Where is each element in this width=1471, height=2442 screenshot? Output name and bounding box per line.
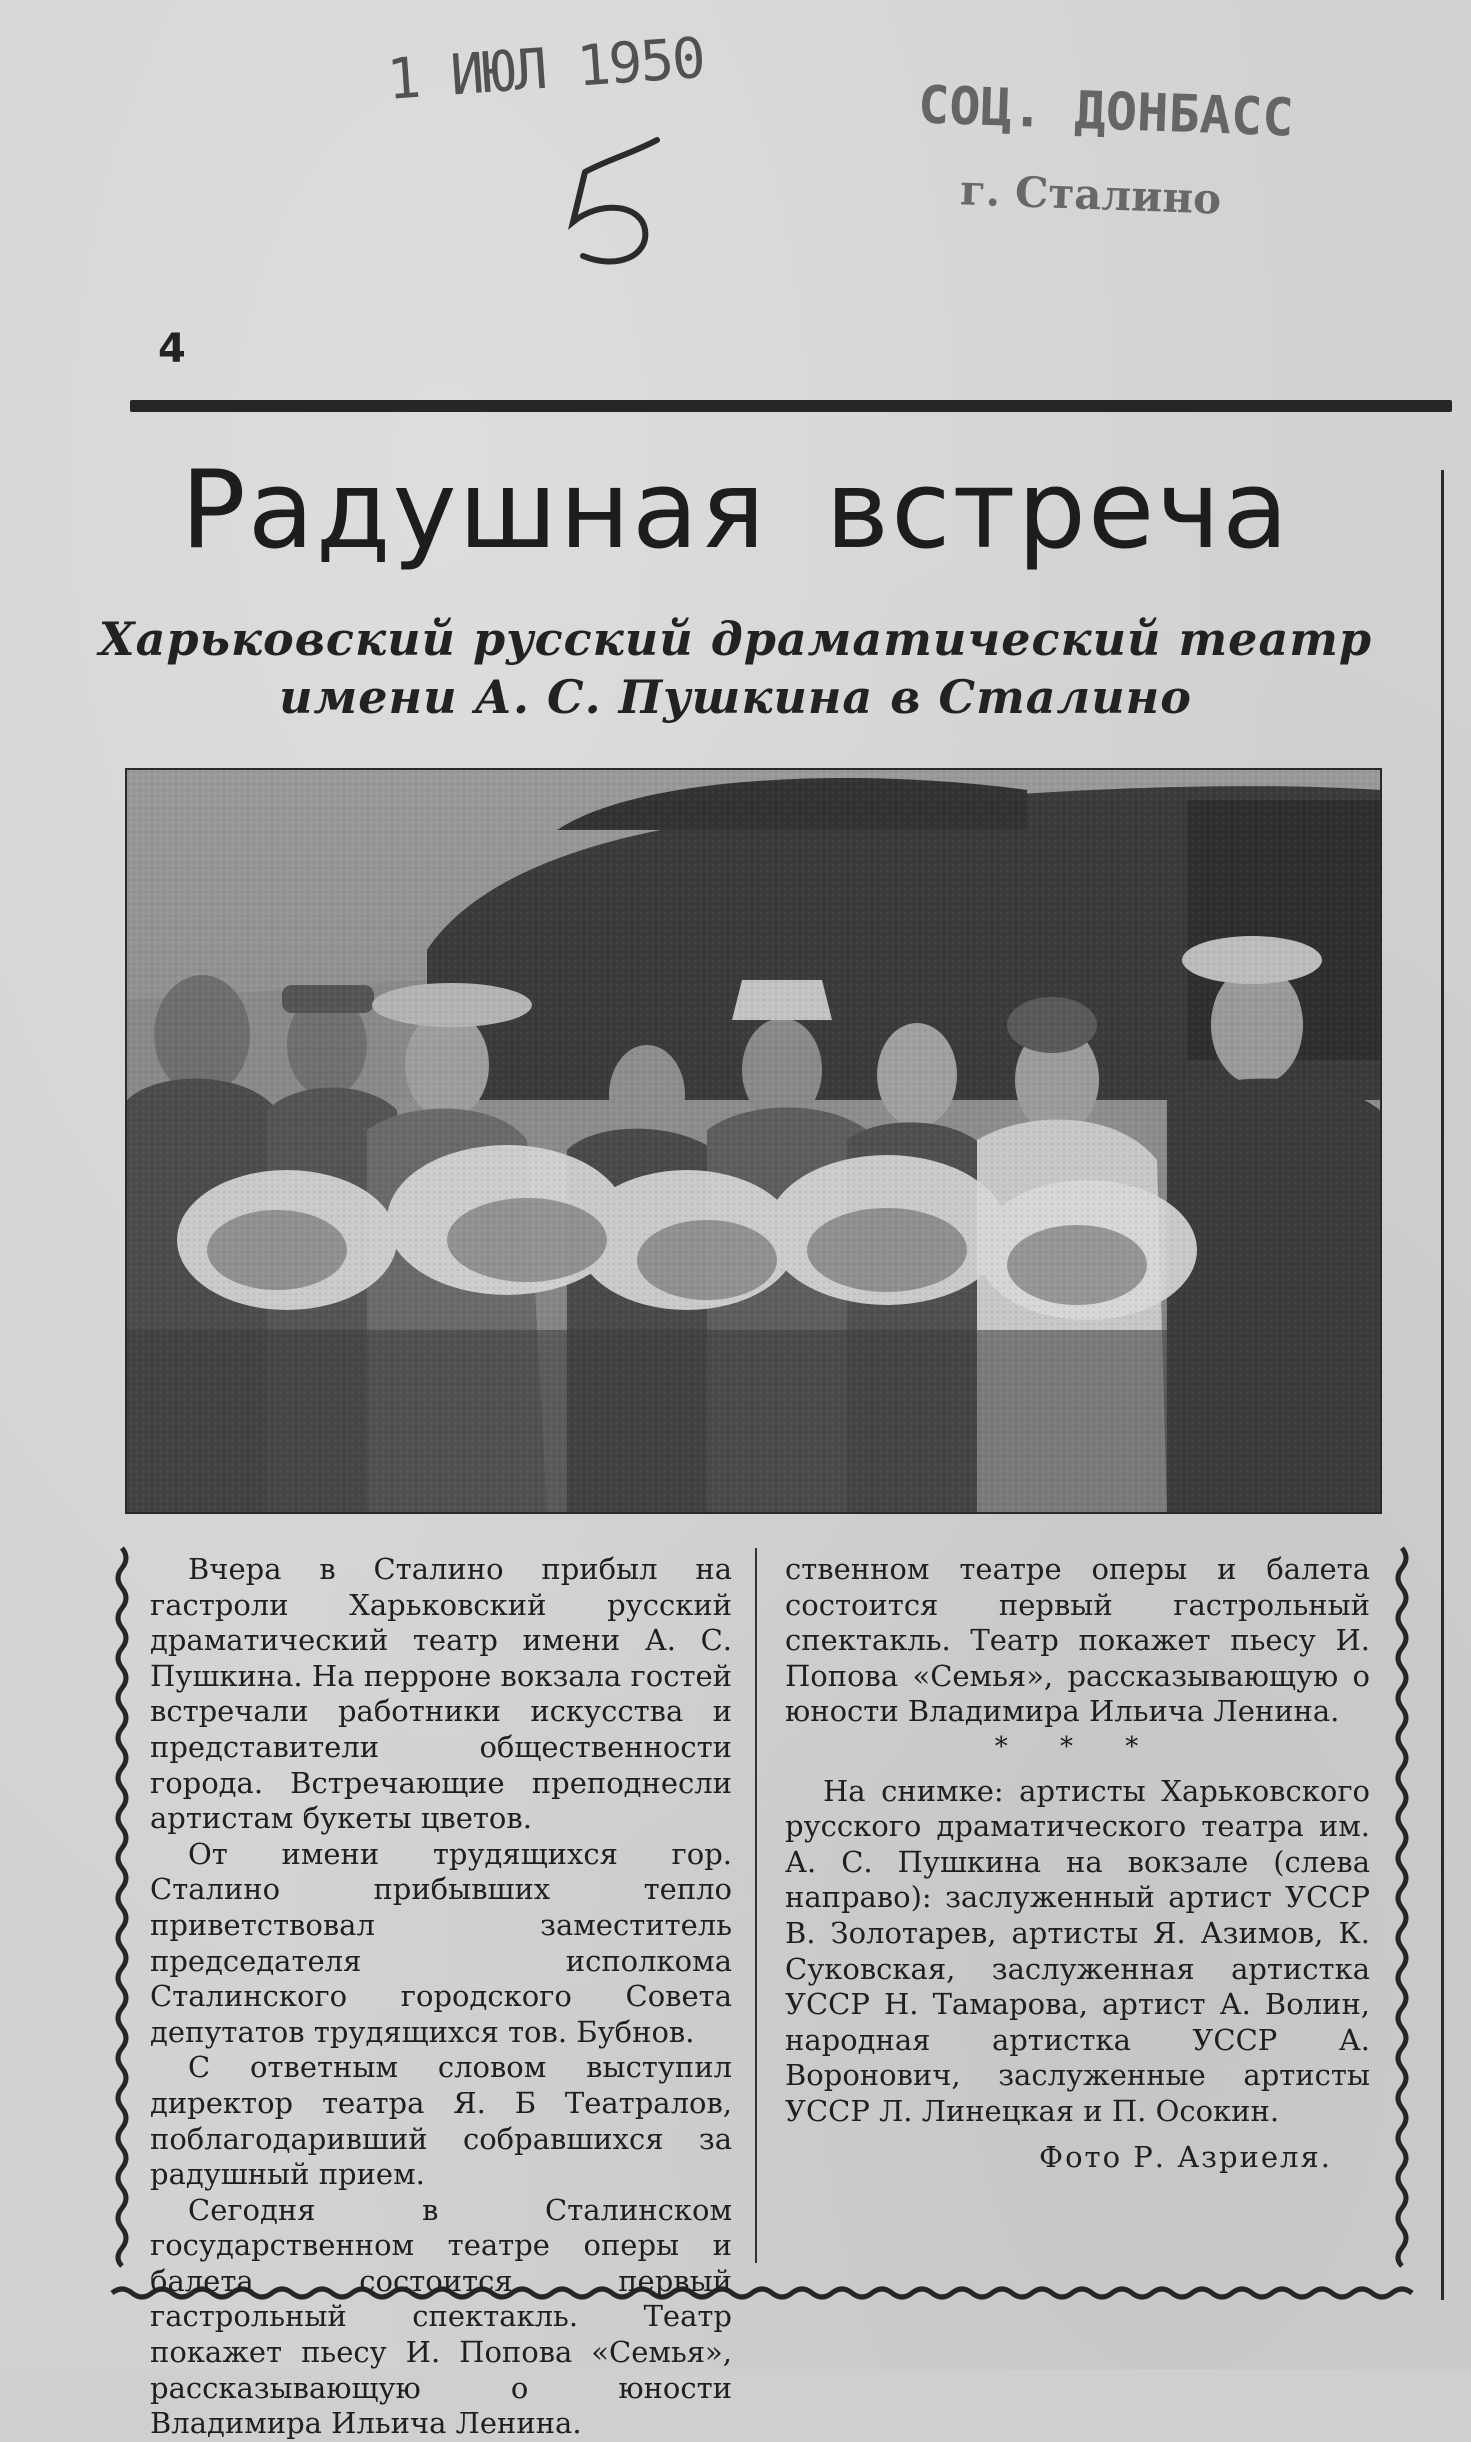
photo-caption: На снимке: артисты Харьковского русского драматического театра им. А. С. Пушкина на вокзале (слева направо): заслуженный артист УССР В. Золотарев, артисты Я. Азимов, К. Суковская, заслуженная артистка УССР Н. Тамарова, артист А. Волин, народная артистка УССР А. Воронович, заслуженные артисты УССР Л. Линецкая и П. Осокин. xyxy=(785,1773,1370,2128)
left-wavy-border xyxy=(112,1548,132,2266)
subtitle-line-1: Харьковский русский драматический театр xyxy=(98,612,1373,666)
column-divider xyxy=(755,1548,757,2263)
subtitle-line-2: имени А. С. Пушкина в Сталино xyxy=(279,670,1192,724)
body-paragraph: С ответным словом выступил директор театра Я. Б Театралов, поблагодаривший собравшихся за радушный прием. xyxy=(150,2050,732,2192)
photo-credit: Фото Р. Азриеля. xyxy=(1039,2139,1332,2174)
body-paragraph: Вчера в Сталино прибыл на гастроли Харьковский русский драматический театр имени А. С. Пушкина. На перроне вокзала гостей встречали работники искусства и представители общественности города. Встречающие преподнесли артистам букеты цветов. xyxy=(150,1552,732,1836)
header-rule xyxy=(130,400,1452,412)
section-separator: * * * xyxy=(994,1731,1161,1762)
article-headline: Радушная встреча xyxy=(180,448,1291,573)
body-paragraph: Сегодня в Сталинском государственном театре оперы и балета состоится первый гастрольный спектакль. Театр покажет пьесу И. Попова «Семья», рассказывающую о юности Владимира Ильича Ленина. xyxy=(150,2192,732,2441)
body-paragraph: От имени трудящихся гор. Сталино прибывших тепло приветствовал заместитель председателя исполкома Сталинского городского Совета депутатов трудящихся тов. Бубнов. xyxy=(150,1836,732,2049)
article-body-column-right xyxy=(785,1552,1370,2175)
right-wavy-border xyxy=(1392,1548,1412,2266)
newspaper-name-stamp: СОЦ. ДОНБАСС xyxy=(917,75,1295,149)
body-paragraph-continued: ственном театре оперы и балета состоится первый гастрольный спектакль. Театр покажет пьесу И. Попова «Семья», рассказывающую о юности Владимира Ильича Ленина. xyxy=(785,1552,1370,1729)
right-border-rule xyxy=(1441,470,1444,2300)
article-subtitle xyxy=(0,610,1471,726)
date-stamp: 1 ИЮЛ 1950 xyxy=(385,25,706,113)
article-photo xyxy=(125,768,1382,1514)
city-stamp: г. Сталино xyxy=(959,165,1222,224)
article-body-column-left xyxy=(150,1552,732,2441)
page-number: 4 xyxy=(158,326,186,372)
handwritten-mark xyxy=(545,130,675,275)
